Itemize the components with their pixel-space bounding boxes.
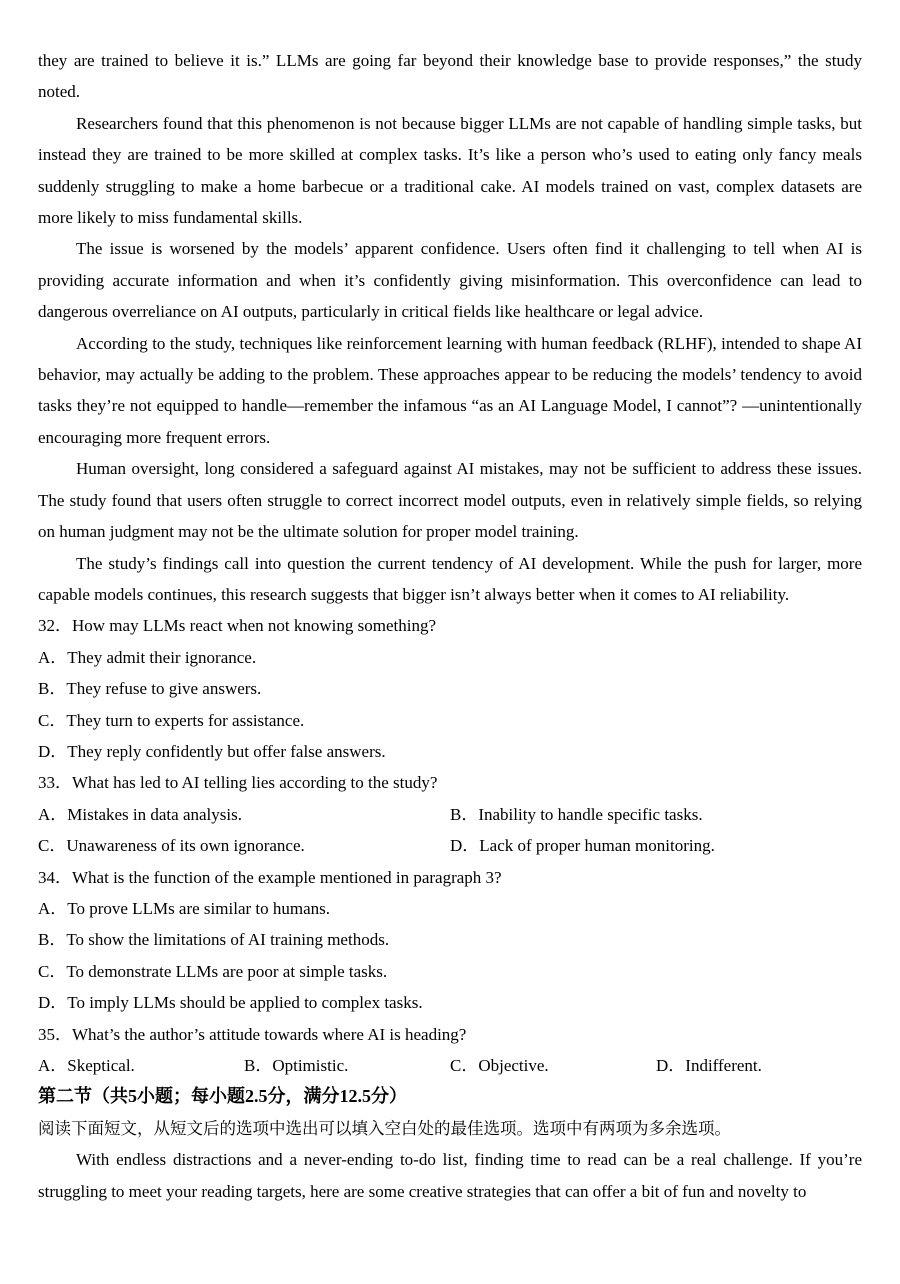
question-stem-text: How may LLMs react when not knowing something?: [72, 616, 437, 636]
option-32-a: A．They admit their ignorance.: [38, 647, 257, 667]
question-stem: [38, 767, 862, 798]
passage-paragraph: The study’s findings call into question the current tendency of AI development. While the push for larger, more capable models continues, this research suggests that bigger isn’t always better when it comes to AI reliability.: [38, 553, 862, 604]
section-instructions: 阅读下面短文，从短文后的选项中选出可以填入空白处的最佳选项。选项中有两项为多余选项。: [38, 1118, 731, 1138]
option-34-c: C．To demonstrate LLMs are poor at simple tasks.: [38, 961, 388, 981]
passage-paragraph: Human oversight, long considered a safeguard against AI mistakes, may not be sufficient to address these issues. The study found that users often struggle to correct incorrect model outputs, even in relatively simple fields, so relying on human judgment may not be the ultimate solution for proper model training.: [38, 459, 862, 542]
option-32-c: C．They turn to experts for assistance.: [38, 710, 305, 730]
option-34-d: D．To imply LLMs should be applied to complex tasks.: [38, 993, 423, 1013]
section-2: [38, 1081, 862, 1207]
question-number: 34．: [38, 867, 72, 887]
question-stem-text: What’s the author’s attitude towards where AI is heading?: [72, 1024, 467, 1044]
passage-paragraph: The issue is worsened by the models’ apparent confidence. Users often find it challenging to tell when AI is providing accurate information and when it’s confidently giving misinformation. This overconfidence can lead to dangerous overreliance on AI outputs, particularly in critical fields like healthcare or legal advice.: [38, 239, 862, 322]
option-35-a: A．Skeptical.: [38, 1056, 135, 1075]
option-32-b: B．They refuse to give answers.: [38, 679, 262, 699]
option-33-d: D．Lack of proper human monitoring.: [450, 836, 715, 856]
options-grid: [38, 799, 862, 862]
question-34: [38, 862, 862, 1019]
option-32-d: D．They reply confidently but offer false answers.: [38, 741, 386, 761]
passage-paragraph: Researchers found that this phenomenon is not because bigger LLMs are not capable of handling simple tasks, but instead they are trained to be more skilled at complex tasks. It’s like a person who’s used to eating only fancy meals suddenly struggling to make a home barbecue or a traditional cake. AI models trained on vast, complex datasets are more likely to miss fundamental skills.: [38, 113, 862, 228]
question-33: [38, 767, 862, 861]
question-stem-text: What is the function of the example mentioned in paragraph 3?: [72, 867, 502, 887]
option-35-d: D．Indifferent.: [656, 1056, 762, 1075]
option-33-a: A．Mistakes in data analysis.: [38, 804, 242, 824]
passage-paragraph: they are trained to believe it is.” LLMs are going far beyond their knowledge base to provide responses,” the study noted.: [38, 51, 862, 102]
question-35: [38, 1019, 862, 1082]
question-number: 35．: [38, 1024, 72, 1044]
option-35-b: B．Optimistic.: [244, 1056, 349, 1075]
option-33-c: C．Unawareness of its own ignorance.: [38, 836, 305, 856]
question-number: 32．: [38, 616, 72, 636]
question-number: 33．: [38, 773, 72, 793]
question-stem-text: What has led to AI telling lies according to the study?: [72, 773, 438, 793]
question-stem: [38, 610, 862, 641]
options-grid: [38, 1050, 862, 1081]
passage-paragraph: According to the study, techniques like reinforcement learning with human feedback (RLHF), intended to shape AI behavior, may actually be adding to the problem. These approaches appear to be reducing the models’ tendency to avoid tasks they’re not equipped to handle—remember the infamous “as an AI Language Model, I cannot”? —unintentionally encouraging more frequent errors.: [38, 333, 862, 447]
option-34-b: B．To show the limitations of AI training methods.: [38, 930, 390, 950]
section-heading: 第二节（共5小题；每小题2.5分，满分12.5分）: [38, 1086, 407, 1107]
passage-paragraph: With endless distractions and a never-ending to-do list, finding time to read can be a real challenge. If you’re struggling to meet your reading targets, here are some creative strategies that can offer a bit of fun and novelty to: [38, 1150, 862, 1201]
question-stem: [38, 862, 862, 893]
option-33-b: B．Inability to handle specific tasks.: [450, 804, 703, 824]
option-35-c: C．Objective.: [450, 1056, 549, 1075]
option-34-a: A．To prove LLMs are similar to humans.: [38, 898, 331, 918]
question-stem: [38, 1019, 862, 1050]
question-32: [38, 610, 862, 767]
